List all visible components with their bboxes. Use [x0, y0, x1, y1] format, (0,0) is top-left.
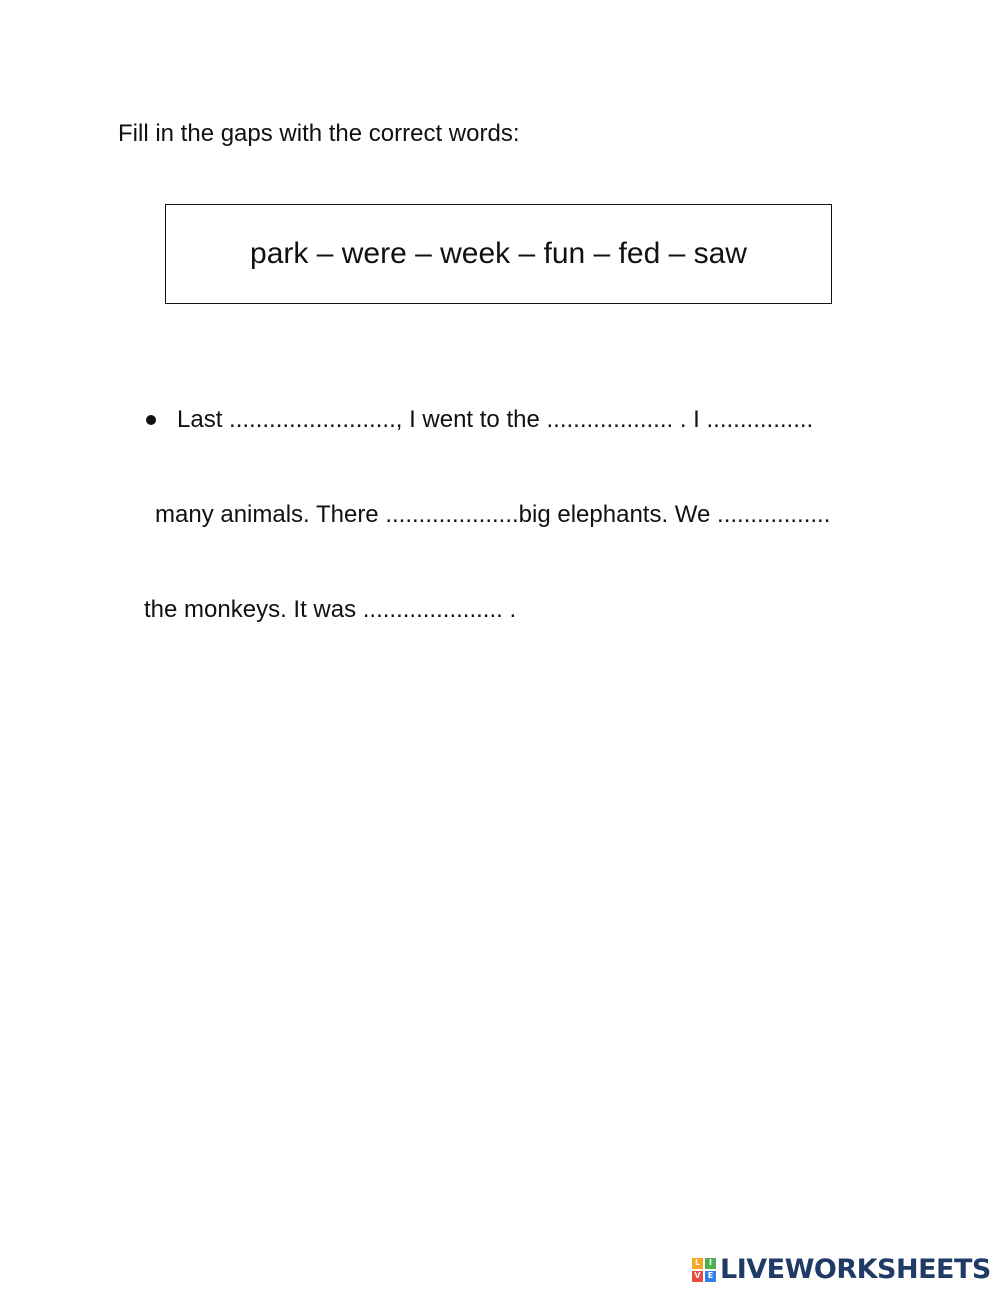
word-bank-box — [165, 204, 832, 304]
instruction-text: Fill in the gaps with the correct words: — [118, 120, 520, 147]
logo-mark-icon — [692, 1258, 716, 1282]
exercise-line-1: Last ........................., I went to the ................... . I ................ — [177, 406, 814, 433]
exercise-line-3: the monkeys. It was ..................... . — [144, 596, 517, 623]
logo-letter: V — [692, 1271, 703, 1282]
logo-text: LIVEWORKSHEETS — [720, 1254, 991, 1285]
logo-letter: L — [692, 1258, 703, 1269]
exercise-line-2: many animals. There ....................big elephants. We ................. — [155, 501, 831, 528]
word-bank-text: park – were – week – fun – fed – saw — [250, 237, 747, 270]
bullet-icon — [146, 415, 156, 425]
liveworksheets-logo — [692, 1254, 991, 1285]
logo-letter: E — [705, 1271, 716, 1282]
logo-letter: I — [705, 1258, 716, 1269]
